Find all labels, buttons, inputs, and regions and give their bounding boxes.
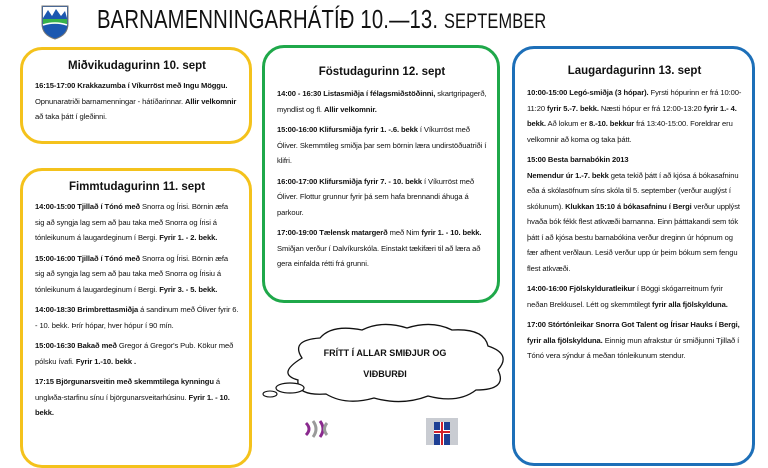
event-highlight: 14:00-16:00 Fjölskylduratleikur [527, 284, 635, 293]
event-text: í Víkurröst með Óliver. Skemmtileg smiðja þar sem börnin læra undirstöðuatriði í klifri. [277, 125, 487, 165]
event-highlight: fyrir 1.- 4. bekk. [527, 103, 737, 128]
cloud-line-2: VIÐBURÐI [363, 369, 407, 379]
event-highlight: 17:00 Stórtónleikar Snorra Got Talent og Írisar Hauks í Bergi, fyrir alla fjölskylduna. [527, 320, 740, 345]
event-highlight: 14:00-15:00 Tjillað í Tónó með [35, 202, 141, 211]
event-highlight: 15:00 Besta barnabókin 2013 [527, 155, 629, 164]
day-box-saturday [512, 46, 755, 466]
event-highlight: 14:00 - 16:30 Listasmiðja í félagsmiðstöðinni, [277, 89, 436, 98]
day-title: Laugardagurinn 13. sept [567, 65, 702, 77]
event-item [277, 86, 487, 117]
event-highlight: 17:15 Björgunarsveitin með skemmtilega kynningu [35, 377, 214, 386]
event-text: skartgripagerð, myndlist og fl. [277, 89, 487, 114]
event-item [527, 85, 742, 147]
event-highlight: Klukkan 15:10 á bókasafninu í Bergi [565, 201, 692, 211]
event-item [35, 374, 239, 421]
event-text: geta tekið þátt í að kjósa á bókasafninu eða á skólasöfnum síns skóla til 5. september (verður auglýst í skólunum). [527, 170, 739, 211]
icelandic-coat-of-arms-icon [424, 412, 460, 445]
event-item [35, 302, 239, 333]
day-box-thursday [20, 168, 252, 468]
day-box-friday [262, 45, 500, 303]
day-title: Miðvikudagurinn 10. sept [67, 60, 207, 72]
event-item [35, 199, 239, 246]
event-item [527, 317, 742, 364]
event-text: í Böggi skógarreitnum fyrir neðan Brekkusel. Létt og skemmtilegt [527, 284, 723, 309]
event-item [527, 152, 742, 276]
event-highlight: Allir velkomnir [185, 96, 237, 106]
event-highlight: fyrir 5.-7. bekk. [546, 103, 599, 113]
event-highlight: 16:15-17:00 Krakkazumba í Víkurröst með Ingu Möggu. [35, 81, 228, 90]
event-highlight: Fyrir 1.-10. bekk . [75, 356, 136, 366]
event-highlight: Allir velkomnir. [323, 104, 377, 114]
event-text: Gregor á Gregor's Pub. Kökur með pólsku ívafi. [35, 341, 234, 366]
event-text: í Víkurröst með Óliver. Flottur grunnur fyrir þá sem hafa brennandi áhuga á parkour. [277, 176, 475, 217]
event-text: Snorra og Írisi. Börnin æfa sig að syngja lag sem að þau taka með Snorra og Írisiu á tónleikunum á laugardeginum í Bergi. [35, 253, 228, 294]
event-text: Snorra og Írisi. Börnin æfa sig að syngja lag sem að þau taka með Snorra og Írisi á tónleikunum á laugardeginum í Bergi. [35, 202, 228, 242]
event-text: verður upplýst hvaða bók fékk flest atkvæði barnanna. Einn þátttakandi sem tók þátt í að kjósa bestu barnabókina verður dreginn úr hópnum og fær afhent verðlaun. Lesið verður upp úr þeim bókum sem fengu flest atkvæði. [527, 201, 740, 273]
event-highlight: 15:00-16:30 Bakað með [35, 341, 117, 350]
event-highlight: 10:00-15:00 Legó-smiðja (3 hópar). [527, 88, 649, 97]
event-item [35, 251, 239, 298]
event-highlight: fyrir alla fjölskylduna. [652, 299, 728, 309]
event-item [35, 78, 239, 125]
event-item [277, 174, 487, 221]
day-box-wednesday [20, 47, 252, 144]
event-highlight: 17:00-19:00 Tælensk matargerð [277, 228, 388, 237]
event-text: á sandinum með Óliver fyrir 6. - 10. bekk. Þrír hópar, hver hópur í 90 mín. [35, 305, 239, 330]
event-item [35, 338, 239, 369]
day-title: Fimmtudagurinn 11. sept [68, 181, 206, 193]
event-text: Opnunaratriði barnamenningar - hátíðarinnar. [35, 96, 186, 106]
sponsor-logo-icon [300, 413, 332, 445]
cloud-callout-text [300, 343, 470, 385]
event-highlight: fyrir 1. - 10. bekk. [421, 228, 482, 237]
event-highlight: Nemendur úr 1.-7. bekk [527, 170, 609, 180]
event-highlight: 15:00-16:00 Klifursmiðja fyrir 1. -.6. bekk [277, 125, 418, 134]
event-item [527, 281, 742, 312]
event-highlight: 15:00-16:00 Tjillað í Tónó með [35, 253, 141, 263]
event-text: Næsti hópur er frá 12:00-13:20 [598, 103, 704, 113]
event-text: Að lokum er [545, 119, 589, 128]
event-text: Smiðjan verður í Dalvíkurskóla. Einstakt tækifæri til að læra að gera einfalda rétti frá grunni. [277, 243, 481, 268]
event-highlight: Fyrir 1. - 2. bekk. [159, 233, 218, 242]
title-month: SEPTEMBER [443, 10, 547, 33]
event-item [277, 225, 487, 272]
cloud-line-1: FRÍTT Í ALLAR SMIÐJUR OG [323, 348, 447, 358]
event-highlight: Fyrir 3. - 5. bekk. [159, 284, 218, 294]
event-highlight: Fyrir 1. - 10. bekk. [35, 392, 230, 417]
municipal-crest-icon [40, 4, 70, 40]
title-main: BARNAMENNINGARHÁTÍÐ 10.—13. [97, 4, 439, 34]
event-highlight: 14:00-18:30 Brimbrettasmiðja [35, 305, 139, 314]
event-text: Fyrsti hópurinn er frá 10:00-11:20 [527, 88, 742, 113]
event-text: Einnig mun afrakstur úr smiðjunni Tjillað í Tónó vera sýndur á meðan tónleikunum stendur. [527, 335, 740, 360]
event-text: frá 13:40-15:00. Foreldrar eru velkomnir að koma og taka þátt. [527, 119, 733, 144]
event-text: á unglиða-starfinu sínu í björgunarsveitarhúsinu. [35, 377, 221, 402]
event-highlight: 16:00-17:00 Klifursmiðja fyrir 7. - 10. bekk [277, 176, 423, 186]
event-highlight: 8.-10. bekkur [588, 119, 635, 128]
day-title: Föstudagurinn 12. sept [318, 66, 446, 78]
event-text: að taka þátt í gleðinni. [35, 112, 107, 121]
event-text: með Nim [387, 228, 422, 237]
event-item [277, 122, 487, 169]
page-title [97, 4, 546, 35]
